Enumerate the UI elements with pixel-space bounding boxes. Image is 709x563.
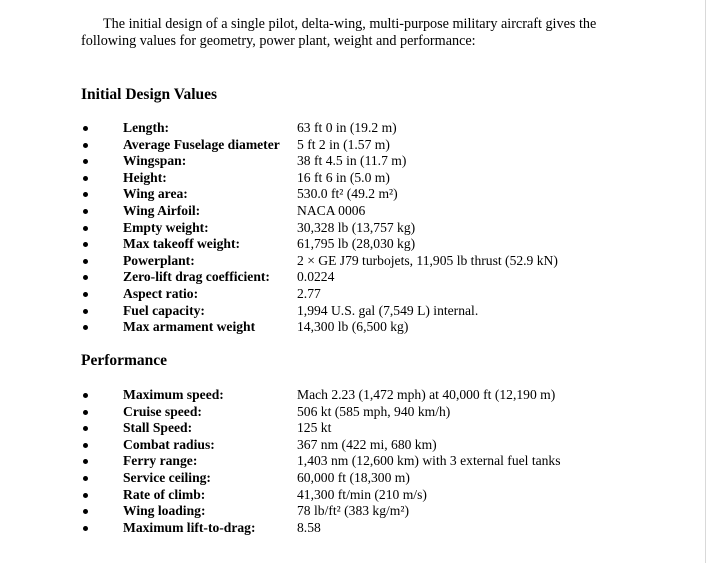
initial-design-list (0, 120, 700, 336)
bullet-icon (83, 426, 88, 431)
spec-value: 14,300 lb (6,500 kg) (297, 319, 409, 335)
list-item (0, 520, 700, 537)
bullet-icon (83, 226, 88, 231)
bullet-icon (83, 393, 88, 398)
spec-value: NACA 0006 (297, 202, 366, 218)
spec-value: 63 ft 0 in (19.2 m) (297, 120, 397, 135)
list-item (0, 120, 700, 137)
list-item (0, 153, 700, 170)
list-item (0, 470, 700, 487)
list-item (0, 253, 700, 270)
spec-value: 125 kt (297, 420, 332, 436)
list-item (0, 420, 700, 437)
spec-label: Aspect ratio: (123, 285, 199, 301)
list-item (0, 387, 700, 404)
spec-value: 1,994 U.S. gal (7,549 L) internal. (297, 302, 479, 318)
bullet-icon (83, 192, 88, 197)
bullet-icon (83, 143, 88, 148)
spec-label: Average Fuselage diameter (123, 136, 280, 152)
list-item (0, 186, 700, 203)
bullet-icon (83, 493, 88, 498)
performance-heading: Performance (81, 352, 168, 369)
spec-value: 60,000 ft (18,300 m) (297, 469, 410, 485)
spec-value: 2.77 (297, 285, 321, 301)
spec-label: Wing loading: (123, 503, 206, 519)
list-item (0, 170, 700, 187)
spec-value: 5 ft 2 in (1.57 m) (297, 136, 390, 152)
list-item (0, 286, 700, 303)
list-item (0, 319, 700, 336)
spec-label: Ferry range: (123, 453, 198, 469)
spec-label: Service ceiling: (123, 469, 211, 485)
spec-value: 38 ft 4.5 in (11.7 m) (297, 153, 407, 169)
spec-value: 506 kt (585 mph, 940 km/h) (297, 403, 451, 419)
spec-value: 78 lb/ft² (383 kg/m²) (297, 503, 409, 519)
spec-value: 367 nm (422 mi, 680 km) (297, 436, 437, 452)
bullet-icon (83, 309, 88, 314)
list-item (0, 137, 700, 154)
spec-value: 30,328 lb (13,757 kg) (297, 219, 416, 235)
spec-label: Cruise speed: (123, 403, 202, 419)
spec-label: Rate of climb: (123, 486, 206, 502)
spec-label: Empty weight: (123, 219, 209, 235)
initial-design-heading: Initial Design Values (81, 86, 218, 103)
spec-label: Wing Airfoil: (123, 202, 201, 218)
spec-value: Mach 2.23 (1,472 mph) at 40,000 ft (12,190 m) (297, 387, 556, 402)
spec-value: 0.0224 (297, 269, 335, 285)
bullet-icon (83, 159, 88, 164)
spec-value: 2 × GE J79 turbojets, 11,905 lb thrust (52.9 kN) (297, 252, 558, 268)
list-item (0, 269, 700, 286)
spec-value: 61,795 lb (28,030 kg) (297, 236, 416, 252)
spec-value: 41,300 ft/min (210 m/s) (297, 486, 427, 502)
bullet-icon (83, 526, 88, 531)
list-item (0, 437, 700, 454)
bullet-icon (83, 209, 88, 214)
bullet-icon (83, 176, 88, 181)
bullet-icon (83, 476, 88, 481)
bullet-icon (83, 242, 88, 247)
bullet-icon (83, 275, 88, 280)
spec-value: 530.0 ft² (49.2 m²) (297, 186, 398, 202)
spec-label: Length: (123, 120, 170, 135)
page-edge (705, 0, 706, 563)
bullet-icon (83, 126, 88, 131)
list-item (0, 203, 700, 220)
list-item (0, 487, 700, 504)
list-item (0, 503, 700, 520)
list-item (0, 236, 700, 253)
spec-label: Max takeoff weight: (123, 236, 241, 252)
spec-label: Wing area: (123, 186, 188, 202)
spec-label: Zero-lift drag coefficient: (123, 269, 270, 285)
spec-value: 16 ft 6 in (5.0 m) (297, 169, 390, 185)
list-item (0, 404, 700, 421)
spec-label: Stall Speed: (123, 420, 193, 436)
bullet-icon (83, 325, 88, 330)
spec-label: Powerplant: (123, 252, 195, 268)
spec-label: Maximum speed: (123, 387, 224, 402)
spec-label: Max armament weight (123, 319, 256, 335)
list-item (0, 453, 700, 470)
bullet-icon (83, 443, 88, 448)
list-item (0, 303, 700, 320)
spec-label: Combat radius: (123, 436, 215, 452)
bullet-icon (83, 459, 88, 464)
bullet-icon (83, 410, 88, 415)
bullet-icon (83, 259, 88, 264)
spec-value: 8.58 (297, 519, 321, 535)
performance-list (0, 387, 700, 536)
bullet-icon (83, 292, 88, 297)
spec-label: Fuel capacity: (123, 302, 205, 318)
spec-label: Height: (123, 169, 167, 185)
spec-label: Wingspan: (123, 153, 187, 169)
spec-value: 1,403 nm (12,600 km) with 3 external fuel tanks (297, 453, 561, 469)
intro-paragraph: The initial design of a single pilot, delta-wing, multi-purpose military aircraft gives the following values for geometry, power plant, weight and performance: (81, 16, 597, 49)
bullet-icon (83, 509, 88, 514)
list-item (0, 220, 700, 237)
spec-label: Maximum lift-to-drag: (123, 519, 256, 535)
